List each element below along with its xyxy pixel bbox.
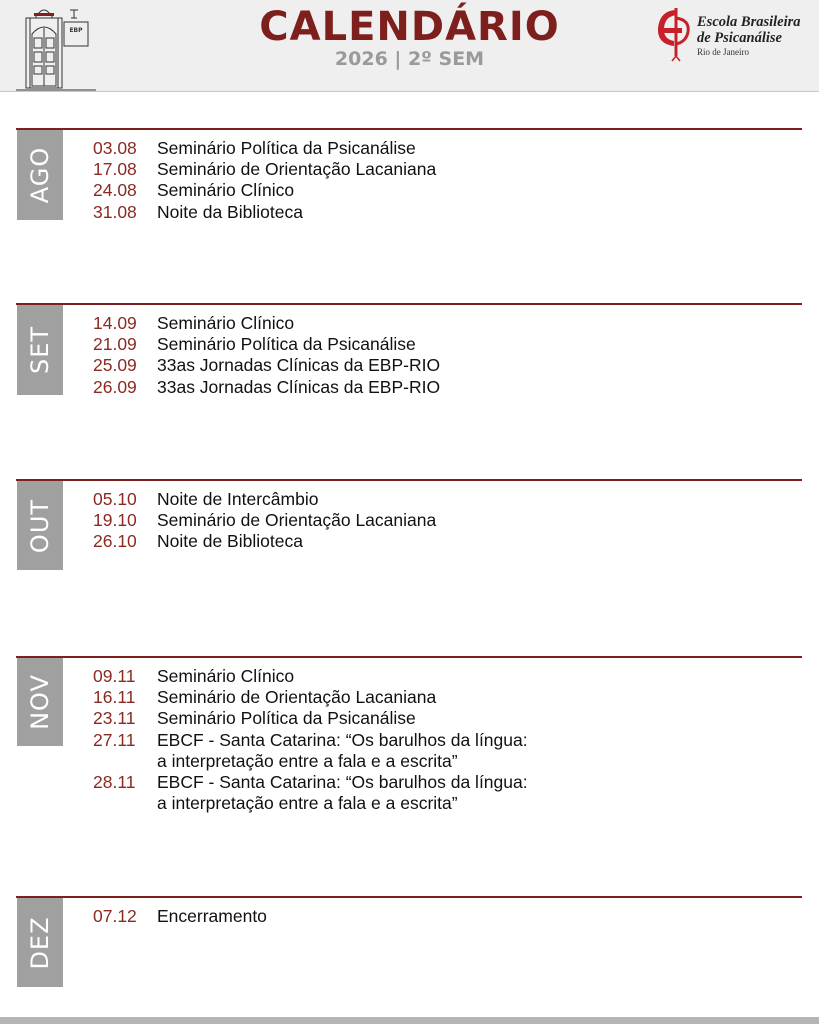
logo-line3: Rio de Janeiro <box>697 47 749 57</box>
svg-text:EBP: EBP <box>69 27 83 34</box>
event-row <box>93 489 693 510</box>
event-row <box>93 772 693 814</box>
event-list <box>93 138 693 223</box>
event-row <box>93 202 693 223</box>
event-date: 31.08 <box>93 201 137 222</box>
event-row <box>93 687 693 708</box>
event-date: 26.10 <box>93 531 137 552</box>
event-row <box>93 906 693 927</box>
event-date: 21.09 <box>93 334 137 355</box>
logo-line2: de Psicanálise <box>697 30 782 46</box>
event-date: 09.11 <box>93 666 136 686</box>
month-divider <box>16 303 802 305</box>
event-date: 19.10 <box>93 510 137 531</box>
event-title: Noite de Intercâmbio <box>157 489 319 509</box>
event-list <box>93 489 693 553</box>
event-row <box>93 313 693 334</box>
event-list <box>93 666 693 814</box>
ebp-logo-icon <box>652 6 694 62</box>
event-row <box>93 666 693 687</box>
event-row <box>93 377 693 398</box>
footer-bar <box>0 1017 819 1024</box>
event-title: Noite de Biblioteca <box>157 531 303 552</box>
month-divider <box>16 656 802 658</box>
event-title: Seminário de Orientação Lacaniana <box>157 687 437 708</box>
event-date: 26.09 <box>93 376 137 397</box>
header <box>0 0 819 92</box>
event-title: Noite da Biblioteca <box>157 201 303 222</box>
event-row <box>93 180 693 201</box>
event-title: Seminário Clínico <box>157 313 295 333</box>
event-date: 28.11 <box>93 772 136 793</box>
event-date: 24.08 <box>93 180 137 201</box>
month-tab <box>17 130 63 220</box>
event-date: 27.11 <box>93 729 136 750</box>
month-label: AGO <box>26 146 54 204</box>
event-title: 33as Jornadas Clínicas da EBP-RIO <box>157 376 441 397</box>
month-divider <box>16 896 802 898</box>
event-row <box>93 510 693 531</box>
event-title: Seminário Política da Psicanálise <box>157 708 416 729</box>
page-title: CALENDÁRIO <box>259 4 560 50</box>
event-row <box>93 730 693 772</box>
logo-line1: Escola Brasileira <box>697 14 801 30</box>
event-row <box>93 138 693 159</box>
event-date: 14.09 <box>93 313 137 333</box>
month-tab <box>17 658 63 746</box>
event-row <box>93 159 693 180</box>
event-title: 33as Jornadas Clínicas da EBP-RIO <box>157 355 441 376</box>
event-date: 25.09 <box>93 355 137 376</box>
event-date: 03.08 <box>93 138 137 158</box>
logo <box>652 6 812 62</box>
event-title: Encerramento <box>157 906 267 926</box>
month-label: DEZ <box>26 915 54 970</box>
event-row <box>93 531 693 552</box>
event-title: Seminário Clínico <box>157 180 295 201</box>
event-title: Seminário de Orientação Lacaniana <box>157 510 437 531</box>
event-date: 16.11 <box>93 687 136 708</box>
event-title: EBCF - Santa Catarina: “Os barulhos da língua: a interpretação entre a fala e a escrita” <box>157 772 528 814</box>
month-label: OUT <box>26 498 54 553</box>
event-title: Seminário Política da Psicanálise <box>157 334 416 355</box>
event-date: 05.10 <box>93 489 137 509</box>
month-tab <box>17 898 63 987</box>
month-label: SET <box>26 325 54 375</box>
month-divider <box>16 479 802 481</box>
event-title: EBCF - Santa Catarina: “Os barulhos da língua: a interpretação entre a fala e a escrita” <box>157 729 528 771</box>
event-row <box>93 708 693 729</box>
event-list <box>93 313 693 398</box>
month-tab <box>17 305 63 395</box>
event-date: 17.08 <box>93 159 137 180</box>
event-title: Seminário Clínico <box>157 666 295 686</box>
event-list <box>93 906 693 927</box>
event-date: 07.12 <box>93 906 137 926</box>
month-label: NOV <box>26 674 54 730</box>
event-date: 23.11 <box>93 708 136 729</box>
month-tab <box>17 481 63 570</box>
month-divider <box>16 128 802 130</box>
event-row <box>93 355 693 376</box>
event-title: Seminário de Orientação Lacaniana <box>157 159 437 180</box>
event-row <box>93 334 693 355</box>
page-subtitle: 2026 | 2º SEM <box>334 48 485 70</box>
event-title: Seminário Política da Psicanálise <box>157 138 416 158</box>
